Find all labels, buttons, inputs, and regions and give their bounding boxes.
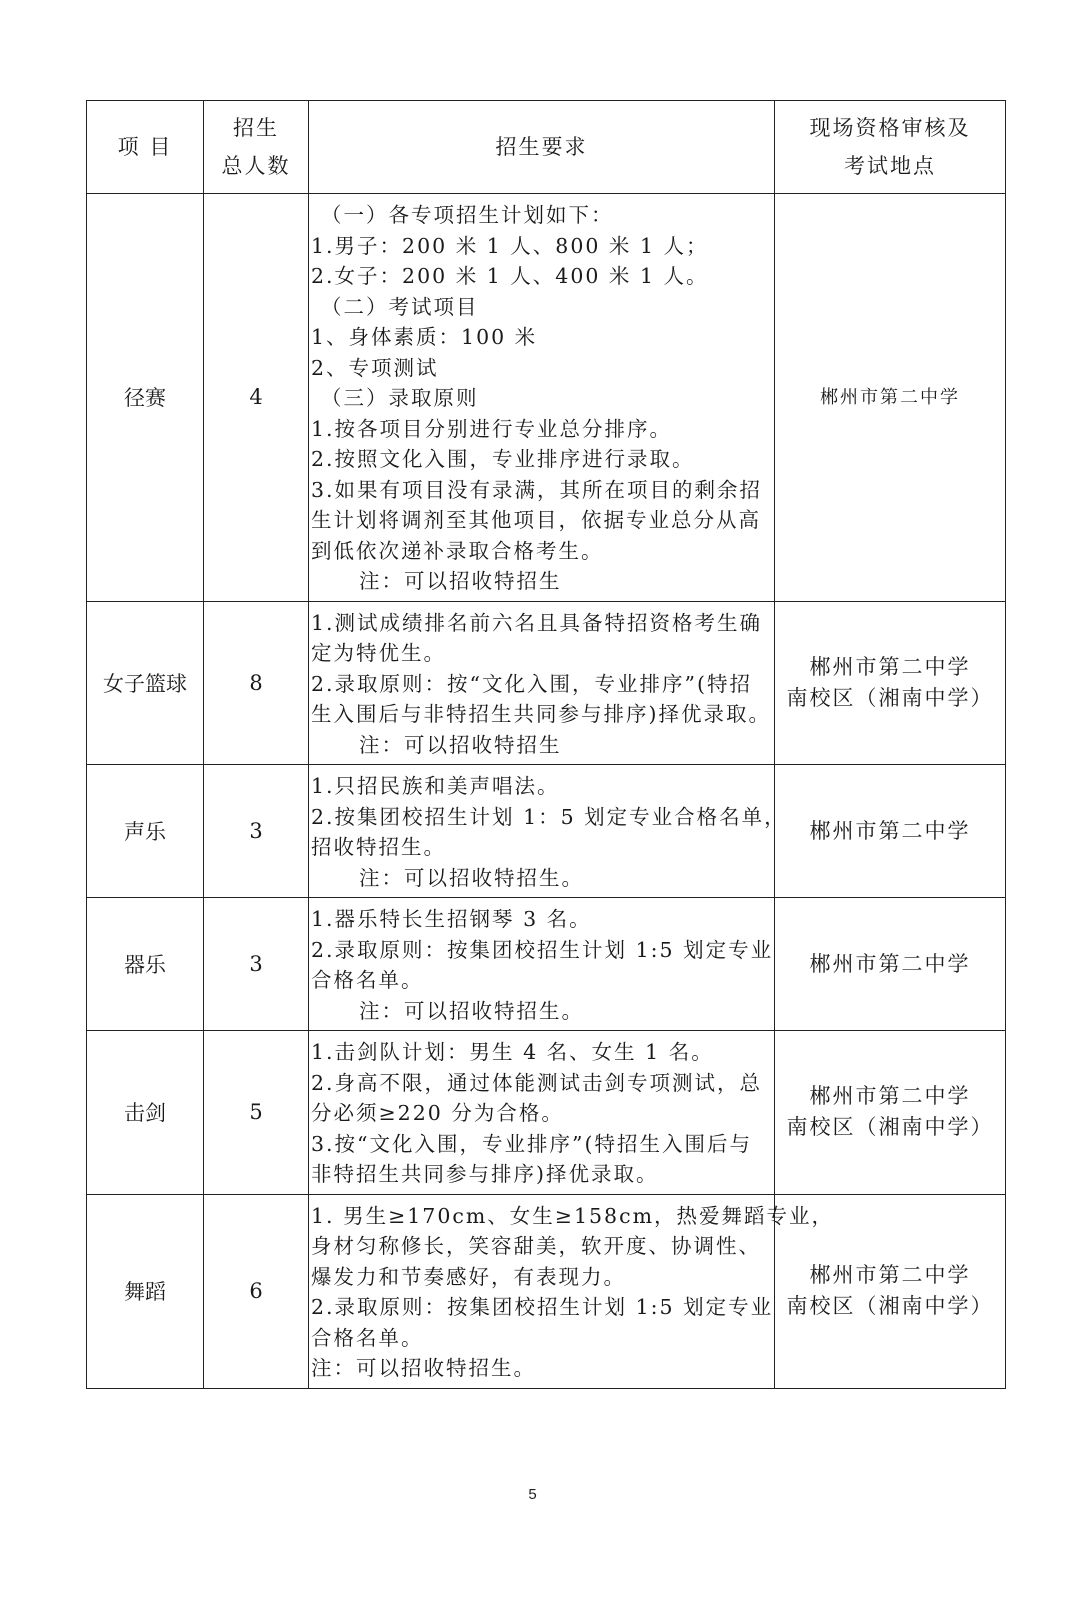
project-cell: 径赛 (87, 194, 204, 602)
count-cell: 3 (204, 898, 309, 1031)
requirement-line: 2、专项测试 (311, 355, 439, 380)
requirement-line: 2.录取原则：按“文化入围，专业排序”(特招 (311, 671, 753, 696)
location-line: 郴州市第二中学 (809, 951, 971, 976)
requirement-line: （二）考试项目 (321, 294, 479, 319)
location-line: 郴州市第二中学 (809, 1084, 971, 1109)
table-row (87, 898, 1006, 1031)
requirement-line: 合格名单。 (311, 1325, 424, 1350)
location-cell (775, 898, 1006, 1031)
requirement-line: 招收特招生。 (311, 835, 446, 859)
location-line: 南校区（湘南中学） (786, 685, 994, 710)
location-cell (775, 601, 1006, 765)
count-cell: 3 (204, 765, 309, 898)
location-line: 南校区（湘南中学） (786, 1294, 994, 1318)
location-line: 郴州市第二中学 (809, 654, 971, 679)
requirements-cell (309, 765, 787, 898)
recruitment-table (86, 100, 1006, 1389)
requirement-line: 3.如果有项目没有录满，其所在项目的剩余招 (311, 477, 763, 502)
note-line: 注：可以招收特招生。 (311, 1356, 536, 1380)
requirements-cell (309, 1194, 835, 1388)
location-cell (775, 194, 1006, 602)
requirement-line: 1.男子：200 米 1 人、800 米 1 人； (311, 233, 709, 258)
location-cell (775, 1031, 1006, 1195)
requirement-line: 身材匀称修长，笑容甜美，软开度、协调性、 (311, 1234, 761, 1258)
requirement-line: 1.击剑队计划：男生 4 名、女生 1 名。 (311, 1040, 714, 1064)
table-row (87, 1031, 1006, 1195)
header-project: 项 目 (87, 101, 204, 194)
requirement-line: 1.器乐特长生招钢琴 3 名。 (311, 907, 592, 931)
requirement-line: 2.按照文化入围，专业排序进行录取。 (311, 447, 695, 471)
location-cell (775, 765, 1006, 898)
page-number: 5 (528, 1486, 537, 1503)
requirement-line: 1.测试成绩排名前六名且具备特招资格考生确 (311, 610, 763, 635)
requirement-line: 合格名单。 (311, 968, 424, 992)
requirement-line: （三）录取原则 (321, 386, 479, 410)
count-cell: 4 (204, 194, 309, 602)
table-header-row (87, 101, 1006, 194)
requirement-line: 2.录取原则：按集团校招生计划 1:5 划定专业 (311, 937, 774, 962)
note-line: 注：可以招收特招生。 (359, 865, 584, 890)
header-location (775, 101, 1006, 194)
requirement-line: 生计划将调剂至其他项目，依据专业总分从高 (311, 508, 761, 532)
requirements-cell (309, 194, 775, 602)
table-row (87, 601, 1006, 765)
location-line: 郴州市第二中学 (820, 386, 960, 408)
count-cell: 6 (204, 1194, 309, 1388)
table-row (87, 765, 1006, 898)
requirement-line: 非特招生共同参与排序)择优录取。 (311, 1162, 659, 1186)
requirement-line: 分必须≥220 分为合格。 (311, 1101, 564, 1125)
requirement-line: 1.按各项目分别进行专业总分排序。 (311, 416, 673, 441)
location-line: 郴州市第二中学 (809, 818, 971, 843)
project-cell: 舞蹈 (87, 1194, 204, 1388)
table-row (87, 194, 1006, 602)
requirement-line: 2.女子：200 米 1 人、400 米 1 人。 (311, 264, 709, 288)
requirement-line: （一）各专项招生计划如下： (321, 203, 614, 227)
header-location-line2: 考试地点 (844, 154, 936, 178)
project-cell: 器乐 (87, 898, 204, 1031)
requirement-line: 爆发力和节奏感好，有表现力。 (311, 1264, 626, 1289)
project-cell: 击剑 (87, 1031, 204, 1195)
count-cell: 5 (204, 1031, 309, 1195)
requirement-line: 生入围后与非特招生共同参与排序)择优录取。 (311, 702, 771, 726)
header-requirements: 招生要求 (309, 101, 775, 194)
requirement-line: 2.按集团校招生计划 1：5 划定专业合格名单， (311, 804, 787, 829)
header-count (204, 101, 309, 194)
requirement-line: 定为特优生。 (311, 641, 446, 665)
requirement-line: 1.只招民族和美声唱法。 (311, 774, 560, 798)
requirements-cell (309, 601, 775, 765)
note-line: 注：可以招收特招生 (359, 569, 562, 593)
project-cell: 女子篮球 (87, 601, 204, 765)
note-line: 注：可以招收特招生。 (359, 998, 584, 1023)
header-location-line1: 现场资格审核及 (809, 116, 971, 140)
location-line: 郴州市第二中学 (809, 1263, 971, 1287)
requirement-line: 到低依次递补录取合格考生。 (311, 538, 604, 563)
table-row (87, 1194, 1006, 1388)
requirement-line: 1. 男生≥170cm、女生≥158cm，热爱舞蹈专业， (311, 1203, 835, 1228)
project-cell: 声乐 (87, 765, 204, 898)
requirements-cell (309, 1031, 775, 1195)
location-line: 南校区（湘南中学） (786, 1115, 994, 1140)
requirement-line: 1、身体素质：100 米 (311, 325, 538, 349)
header-count-line2: 总人数 (221, 154, 291, 178)
count-cell: 8 (204, 601, 309, 765)
header-count-line1: 招生 (233, 116, 279, 140)
requirements-cell (309, 898, 775, 1031)
note-line: 注：可以招收特招生 (359, 732, 562, 757)
requirement-line: 3.按“文化入围，专业排序”(特招生入围后与 (311, 1131, 753, 1156)
requirement-line: 2.身高不限，通过体能测试击剑专项测试，总 (311, 1070, 763, 1095)
requirement-line: 2.录取原则：按集团校招生计划 1:5 划定专业 (311, 1295, 774, 1319)
